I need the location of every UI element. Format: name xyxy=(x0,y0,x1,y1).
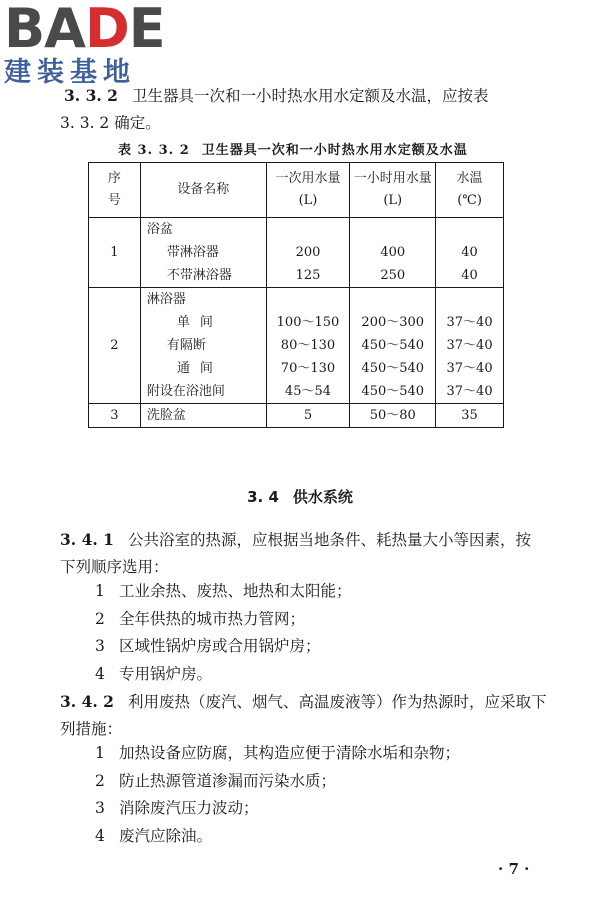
page-number: · 7 · xyxy=(498,860,530,878)
clause-text: 卫生器具一次和一小时热水用水定额及水温，应按表 xyxy=(131,87,489,105)
table-row xyxy=(89,288,504,404)
clause-number: 3. 4. 2 xyxy=(60,692,114,711)
clause-number: 3. 3. 2 xyxy=(64,86,118,105)
row-hour: 50～80 xyxy=(350,404,436,428)
hot-water-table xyxy=(88,162,504,428)
row-temp: 40 40 xyxy=(436,218,504,288)
clause-3-4-2 xyxy=(60,688,550,743)
table-caption: 表 3. 3. 2 卫生器具一次和一小时热水用水定额及水温 xyxy=(118,143,468,158)
list-item: 1 工业余热、废热、地热和太阳能； xyxy=(95,582,352,600)
table-header-row xyxy=(89,163,504,218)
clause-number: 3. 4. 1 xyxy=(60,530,114,549)
clause-3-4-1 xyxy=(60,526,550,581)
clause-3-3-2 xyxy=(60,82,550,137)
list-item: 2 防止热源管道渗漏而污染水质； xyxy=(95,771,337,790)
list-item: 4 废汽应除油。 xyxy=(95,826,213,845)
header-hour: 一小时用水量 (L) xyxy=(350,163,436,218)
clause-text-cont: 列措施： xyxy=(60,720,123,738)
logo-subtitle: 建装基地 xyxy=(4,57,136,88)
row-once: 5 xyxy=(266,404,350,428)
row-no: 2 xyxy=(89,288,141,404)
list-item: 2 全年供热的城市热力管网； xyxy=(95,609,306,628)
row-no: 1 xyxy=(89,218,141,288)
clause-3-4-1-list xyxy=(95,578,352,688)
header-once: 一次用水量 (L) xyxy=(266,163,350,218)
clause-text: 公共浴室的热源，应根据当地条件、耗热量大小等因素，按 xyxy=(127,531,531,549)
row-no: 3 xyxy=(89,404,141,428)
clause-text-cont: 下列顺序选用： xyxy=(60,558,169,576)
row-temp: 35 xyxy=(436,404,504,428)
row-hour: 200～300 450～540 450～540 450～540 xyxy=(350,288,436,404)
header-temp: 水温 (℃) xyxy=(436,163,504,218)
row-names: 洗脸盆 xyxy=(140,404,266,428)
list-item: 1 加热设备应防腐，其构造应便于清除水垢和杂物； xyxy=(95,744,461,762)
table-row xyxy=(89,404,504,428)
row-hour: 400 250 xyxy=(350,218,436,288)
clause-3-4-2-list xyxy=(95,740,460,850)
header-no: 序 号 xyxy=(89,163,141,218)
list-item: 3 消除废汽压力波动； xyxy=(95,799,259,817)
clause-text: 利用废热（废汽、烟气、高温废液等）作为热源时，应采取下 xyxy=(127,693,547,711)
row-once: 100～150 80～130 70～130 45～54 xyxy=(266,288,350,404)
logo-wordmark: BADE xyxy=(4,0,165,60)
list-item: 3 区域性锅炉房或合用锅炉房； xyxy=(95,637,321,655)
table-row xyxy=(89,218,504,288)
row-names: 浴盆 带淋浴器 不带淋浴器 xyxy=(140,218,266,288)
header-name: 设备名称 xyxy=(140,163,266,218)
row-temp: 37～40 37～40 37～40 37～40 xyxy=(436,288,504,404)
row-once: 200 125 xyxy=(266,218,350,288)
section-heading: 3. 4 供水系统 xyxy=(247,488,353,506)
list-item: 4 专用锅炉房。 xyxy=(95,664,213,683)
row-names: 淋浴器 单间 有隔断 通间 附设在浴池间 xyxy=(140,288,266,404)
clause-text-cont: 3. 3. 2 确定。 xyxy=(60,114,161,132)
bade-logo xyxy=(4,2,204,88)
